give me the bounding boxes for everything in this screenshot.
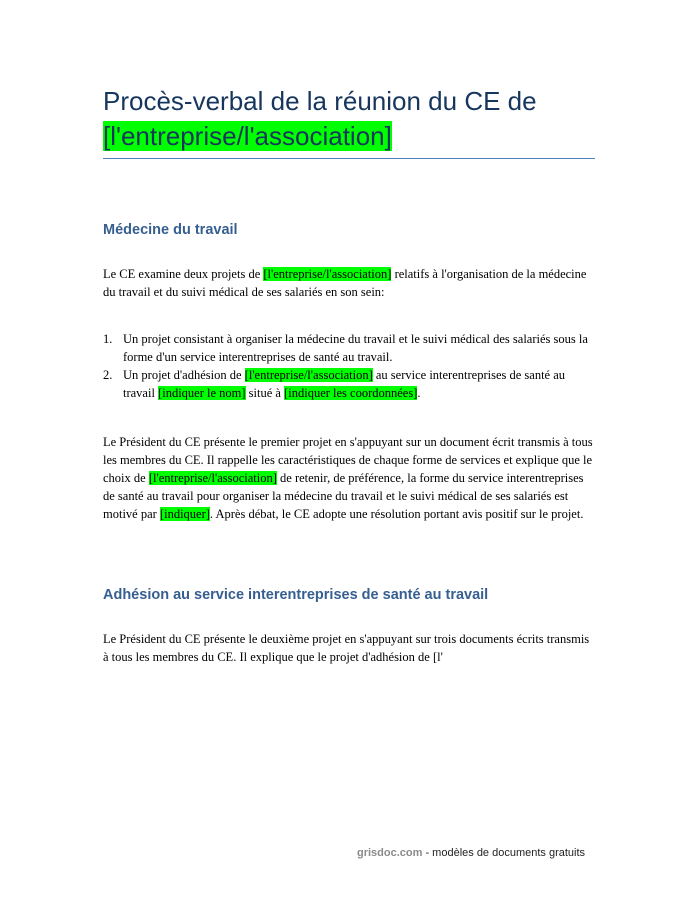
- intro-text-after: relatifs à l'organisation de la médecine du travail et du suivi médical de ses salariés en son sein:: [103, 267, 587, 299]
- list-item-text-middle: au service interentreprises de santé au travail: [123, 368, 566, 400]
- footer-site-link[interactable]: grisdoc.com: [357, 847, 423, 859]
- president-paragraph: [103, 433, 593, 523]
- footer: [357, 847, 585, 859]
- intro-text-before: Le CE examine deux projets de: [103, 267, 264, 281]
- list-item-text: Un projet consistant à organiser la médecine du travail et le suivi médical des salariés sous la forme d'un service interentreprises de santé au travail.: [123, 332, 588, 364]
- section-heading-adhesion: Adhésion au service interentreprises de santé au travail: [103, 587, 489, 603]
- paragraph-text-part3: . Après débat, le CE adopte une résolution portant avis positif sur le projet.: [209, 507, 584, 521]
- footer-tagline: - modèles de documents gratuits: [422, 847, 586, 859]
- title-line1: Procès-verbal de la réunion du CE de: [103, 86, 537, 116]
- list-item-text-middle2: situé à: [245, 386, 285, 400]
- list-item: [103, 330, 593, 366]
- intro-paragraph: [103, 265, 593, 301]
- page-title: [103, 84, 603, 154]
- list-placeholder-entity: [l'entreprise/l'association]: [244, 368, 373, 382]
- list-placeholder-name: [indiquer le nom]: [158, 386, 246, 400]
- title-divider: [103, 158, 595, 159]
- title-placeholder: [l'entreprise/l'association]: [103, 121, 392, 151]
- list-number: 2.: [103, 368, 113, 382]
- paragraph-text-part2: de retenir, de préférence, la forme du service interentreprises de santé au travail pour organiser la médecine du travail et le suivi médical de ses salariés est motivé par: [103, 471, 584, 521]
- list-item: [103, 366, 593, 402]
- paragraph-placeholder-reason: [indiquer]: [159, 507, 210, 521]
- paragraph-placeholder-entity: [l'entreprise/l'association]: [148, 471, 277, 485]
- list-item-text-after: .: [417, 386, 421, 400]
- list-item-text-before: Un projet d'adhésion de: [123, 368, 245, 382]
- list-placeholder-address: [indiquer les coordonnées]: [284, 386, 418, 400]
- section-heading-medecine: Médecine du travail: [103, 222, 238, 238]
- intro-placeholder: [l'entreprise/l'association]: [263, 267, 392, 281]
- list-number: 1.: [103, 332, 113, 346]
- paragraph-text-part1: Le Président du CE présente le premier projet en s'appuyant sur un document écrit transmis à tous les membres du CE. Il rappelle les caractéristiques de chaque forme de services et explique que le choix de: [103, 435, 593, 485]
- adhesion-paragraph: Le Président du CE présente le deuxième projet en s'appuyant sur trois documents écrits transmis à tous les membres du CE. Il explique que le projet d'adhésion de [l': [103, 632, 590, 664]
- project-list: [103, 330, 593, 402]
